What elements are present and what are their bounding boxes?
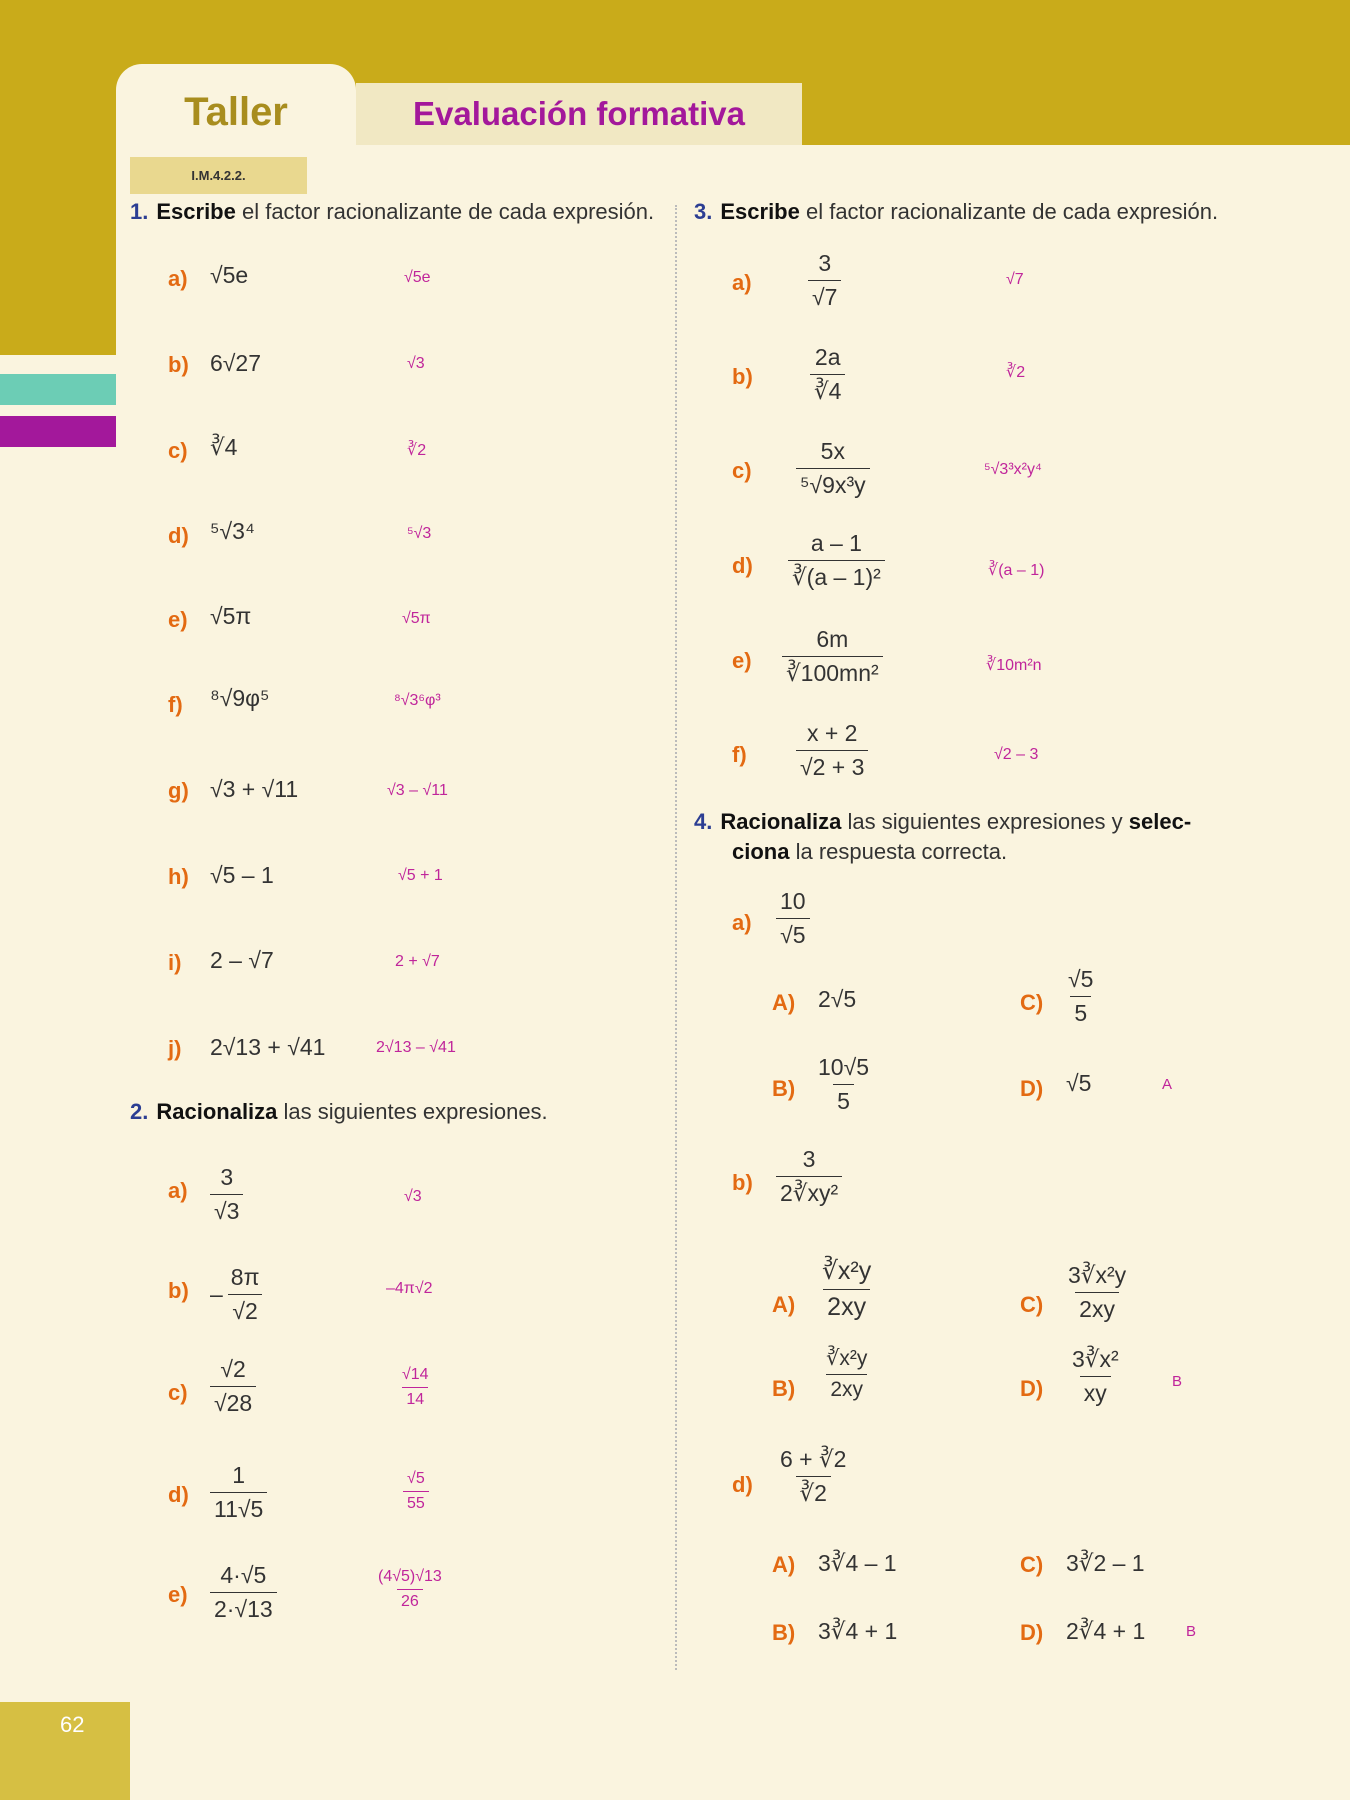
option-b-value (822, 1346, 871, 1402)
fraction (782, 626, 883, 687)
numerator: 10 (780, 888, 806, 914)
expression (788, 530, 885, 591)
denominator: ⁵√9x³y (796, 468, 870, 499)
question-verb: selec- (1128, 809, 1192, 834)
expression (796, 720, 868, 781)
item-label: a) (732, 270, 752, 295)
option-d-value: √5 (1066, 1070, 1092, 1096)
question-number: 3. (694, 199, 713, 224)
option-label: C) (1020, 1552, 1044, 1577)
fraction (210, 1164, 243, 1225)
expression: 6√27 (210, 350, 261, 376)
fraction (818, 1256, 875, 1322)
numerator: √5 (407, 1470, 425, 1487)
item-label: a) (168, 266, 188, 291)
question-4-line-2 (732, 839, 1007, 865)
answer: ∛2 (1006, 364, 1026, 381)
item-label: d) (732, 1472, 753, 1497)
option-b-value (814, 1054, 873, 1115)
answer: B (1172, 1373, 1183, 1390)
page-sheet (116, 145, 1350, 1800)
denominator: √2 (228, 1294, 261, 1325)
numerator: 3 (802, 1146, 816, 1172)
denominator: ∛2 (796, 1476, 831, 1507)
answer (398, 1366, 433, 1409)
fraction (796, 720, 868, 781)
answer: √5 + 1 (398, 867, 443, 884)
numerator: ∛x²y (822, 1257, 872, 1285)
answer: ⁸√3⁶φ³ (394, 692, 441, 709)
expression (776, 1446, 850, 1507)
option-label: D) (1020, 1076, 1044, 1101)
numerator: 3 (220, 1164, 234, 1190)
answer: ⁵√3³x²y⁴ (984, 461, 1042, 478)
option-c-value: 3∛2 – 1 (1066, 1550, 1145, 1576)
denominator: 11√5 (210, 1492, 267, 1523)
numerator: a – 1 (810, 530, 862, 556)
expression: ⁸√9φ⁵ (210, 685, 270, 711)
item-label: d) (168, 1482, 189, 1507)
question-text: las siguientes expresiones y (841, 809, 1129, 834)
answer: √2 – 3 (994, 746, 1039, 763)
expression (210, 1462, 267, 1523)
fraction (210, 1356, 256, 1417)
expression: √3 + √11 (210, 776, 299, 802)
denominator: 55 (403, 1491, 429, 1513)
item-label: f) (732, 742, 747, 767)
fraction (210, 1462, 267, 1523)
answer: 2 + √7 (395, 953, 440, 970)
item-label: c) (732, 458, 752, 483)
item-label: b) (168, 1278, 189, 1303)
fraction (227, 1264, 264, 1325)
answer: √3 (404, 1188, 422, 1205)
question-text: la respuesta correcta. (789, 839, 1008, 864)
option-label: A) (772, 1552, 796, 1577)
expression (210, 1356, 256, 1417)
option-a-value: 2√5 (818, 986, 857, 1012)
option-c-value (1064, 1262, 1130, 1323)
item-label: a) (168, 1178, 188, 1203)
question-text: el factor racionalizante de cada expresión. (799, 199, 1219, 224)
fraction (398, 1366, 433, 1409)
expression: ⁵√3⁴ (210, 518, 255, 544)
answer: √7 (1006, 271, 1024, 288)
question-verb: ciona (732, 839, 790, 864)
numerator: 6m (816, 626, 849, 652)
numerator: 3∛x²y (1068, 1262, 1127, 1288)
option-label: D) (1020, 1620, 1044, 1645)
minus-sign: – (210, 1281, 223, 1307)
numerator: (4√5)√13 (378, 1568, 442, 1585)
numerator: 8π (230, 1264, 260, 1290)
fraction (822, 1346, 871, 1402)
answer: √5π (402, 610, 431, 627)
question-verb: Escribe (156, 199, 236, 224)
question-text: el factor racionalizante de cada expresión. (235, 199, 655, 224)
page-number-box (0, 1702, 130, 1800)
numerator: 3∛x² (1072, 1346, 1119, 1372)
page-number: 62 (60, 1712, 85, 1737)
taller-tab (116, 64, 356, 154)
taller-title: Taller (184, 90, 288, 134)
denominator: 14 (402, 1387, 428, 1409)
fraction (810, 344, 845, 405)
answer: –4π√2 (386, 1280, 433, 1297)
option-a-value (818, 1256, 875, 1322)
magenta-stripe (0, 416, 116, 447)
answer: 2√13 – √41 (376, 1039, 456, 1056)
numerator: x + 2 (806, 720, 858, 746)
numerator: 3 (818, 250, 832, 276)
item-label: e) (168, 607, 188, 632)
answer: √3 – √11 (387, 782, 448, 799)
option-c-value (1064, 966, 1097, 1027)
answer: √3 (407, 355, 425, 372)
denominator: 2xy (823, 1289, 870, 1322)
numerator: 6 + ∛2 (780, 1446, 847, 1472)
numerator: 5x (820, 438, 845, 464)
option-a-value: 3∛4 – 1 (818, 1550, 897, 1576)
fraction (1064, 1262, 1130, 1323)
numerator: 2a (814, 344, 841, 370)
item-label: c) (168, 1380, 188, 1405)
fraction (1064, 966, 1097, 1027)
item-label: i) (168, 950, 182, 975)
evaluacion-tab (356, 83, 802, 145)
denominator: ∛100mn² (782, 656, 883, 687)
question-2 (130, 1099, 548, 1125)
option-b-value: 3∛4 + 1 (818, 1618, 898, 1644)
fraction (788, 530, 885, 591)
item-label: b) (732, 364, 753, 389)
numerator: 10√5 (818, 1054, 869, 1080)
answer: ∛10m²n (986, 657, 1042, 674)
denominator: xy (1080, 1376, 1111, 1407)
answer (374, 1568, 446, 1611)
expression: √5π (210, 603, 252, 629)
denominator: 5 (833, 1084, 854, 1115)
item-label: e) (168, 1582, 188, 1607)
denominator: √3 (210, 1194, 243, 1225)
fraction (374, 1568, 446, 1611)
item-label: a) (732, 910, 752, 935)
item-label: d) (732, 553, 753, 578)
denominator: √7 (808, 280, 841, 311)
expression (810, 344, 845, 405)
denominator: 2∛xy² (776, 1176, 842, 1207)
question-text: las siguientes expresiones. (277, 1099, 548, 1124)
question-verb: Escribe (720, 199, 800, 224)
fraction (210, 1562, 277, 1623)
option-label: B) (772, 1376, 796, 1401)
question-verb: Racionaliza (720, 809, 842, 834)
item-label: c) (168, 438, 188, 463)
item-label: d) (168, 523, 189, 548)
answer: A (1162, 1076, 1173, 1093)
fraction (1068, 1346, 1123, 1407)
indicator-code: I.M.4.2.2. (130, 157, 307, 194)
option-label: D) (1020, 1376, 1044, 1401)
denominator: 5 (1070, 996, 1091, 1027)
denominator: ∛4 (810, 374, 845, 405)
expression: √5 – 1 (210, 862, 274, 888)
question-verb: Racionaliza (156, 1099, 278, 1124)
side-band (0, 0, 116, 355)
option-label: B) (772, 1076, 796, 1101)
question-number: 1. (130, 199, 149, 224)
numerator: √2 (220, 1356, 246, 1382)
item-label: j) (168, 1036, 182, 1061)
fraction (796, 438, 870, 499)
option-label: A) (772, 1292, 796, 1317)
numerator: 4·√5 (220, 1562, 267, 1588)
expression (796, 438, 870, 499)
denominator: √5 (776, 918, 809, 949)
item-label: b) (168, 352, 189, 377)
question-4 (694, 809, 1191, 835)
option-label: B) (772, 1620, 796, 1645)
expression: √5e (210, 262, 249, 288)
item-label: h) (168, 864, 189, 889)
fraction (808, 250, 841, 311)
option-label: A) (772, 990, 796, 1015)
answer (403, 1470, 429, 1513)
fraction (776, 1146, 842, 1207)
option-label: C) (1020, 1292, 1044, 1317)
item-label: f) (168, 692, 183, 717)
fraction (776, 888, 810, 949)
denominator: 2·√13 (210, 1592, 277, 1623)
denominator: 26 (397, 1589, 423, 1611)
expression (776, 1146, 842, 1207)
question-3 (694, 199, 1218, 225)
numerator: √14 (402, 1366, 429, 1383)
column-divider (675, 205, 677, 1670)
answer: ⁵√3 (407, 525, 432, 542)
expression (808, 250, 841, 311)
expression (210, 1164, 243, 1225)
denominator: 2xy (826, 1374, 867, 1402)
numerator: √5 (1068, 966, 1094, 992)
fraction (814, 1054, 873, 1115)
denominator: √2 + 3 (796, 750, 868, 781)
denominator: 2xy (1075, 1292, 1119, 1323)
denominator: √28 (210, 1386, 256, 1417)
teal-stripe (0, 374, 116, 405)
expression (210, 1562, 277, 1623)
evaluacion-title: Evaluación formativa (413, 95, 745, 132)
expression (776, 888, 810, 949)
item-label: e) (732, 648, 752, 673)
expression: 2√13 + √41 (210, 1034, 326, 1060)
item-label: g) (168, 778, 189, 803)
expression: 2 – √7 (210, 947, 274, 973)
answer: ∛(a – 1) (988, 562, 1045, 579)
answer: √5e (404, 269, 431, 286)
fraction (403, 1470, 429, 1513)
item-label: b) (732, 1170, 753, 1195)
fraction (776, 1446, 850, 1507)
denominator: ∛(a – 1)² (788, 560, 885, 591)
question-1 (130, 199, 654, 225)
expression (782, 626, 883, 687)
option-d-value: 2∛4 + 1 (1066, 1618, 1146, 1644)
option-d-value (1068, 1346, 1123, 1407)
expression (210, 1264, 263, 1325)
question-number: 2. (130, 1099, 149, 1124)
option-label: C) (1020, 990, 1044, 1015)
answer: ∛2 (407, 442, 427, 459)
question-number: 4. (694, 809, 713, 834)
numerator: ∛x²y (826, 1347, 868, 1370)
answer: B (1186, 1623, 1197, 1640)
numerator: 1 (232, 1462, 246, 1488)
expression: ∛4 (210, 434, 238, 460)
